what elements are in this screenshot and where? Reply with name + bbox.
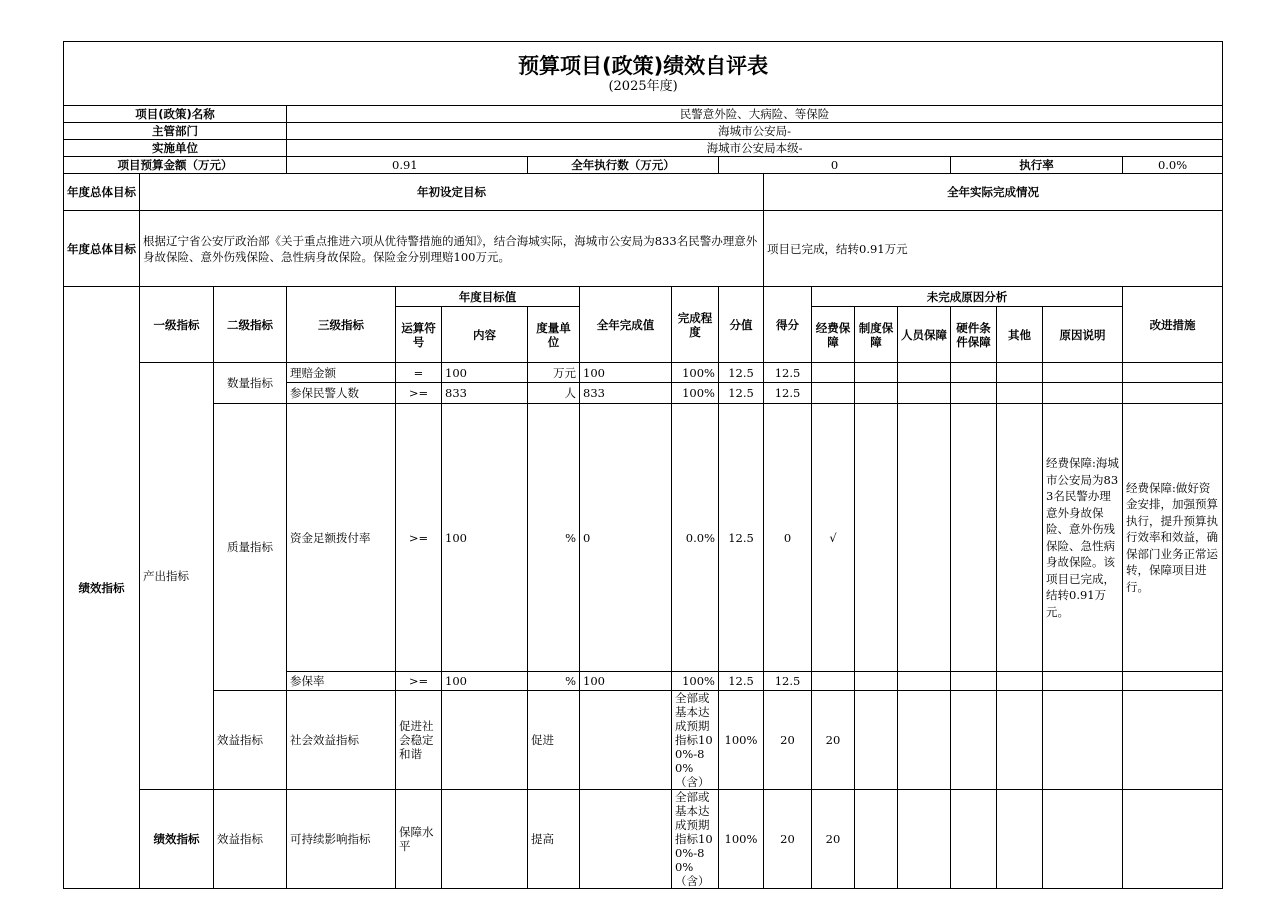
indicator-name: 理赔金额 bbox=[287, 363, 396, 383]
reason-description: 经费保障:海城市公安局为833名民警办理意外身故保险、意外伤残保险、急性病身故保险。该项目已完成，结转0.91万元。 bbox=[1043, 404, 1123, 672]
budget-label: 项目预算金额（万元） bbox=[64, 157, 287, 174]
hdr-actual: 全年完成值 bbox=[580, 287, 672, 363]
indicator-content: 100 bbox=[442, 404, 528, 672]
indicator-name: 参保率 bbox=[287, 672, 396, 691]
table-row bbox=[64, 363, 1223, 383]
page-year: (2025年度) bbox=[608, 78, 678, 94]
indicator-value: 20 bbox=[764, 691, 812, 790]
goal-actual-header: 全年实际完成情况 bbox=[764, 174, 1223, 211]
improvement-measures: 经费保障:做好资金安排，加强预算执行，提升预算执行效率和效益，确保部门业务正常运转，保障项目进行。 bbox=[1123, 404, 1223, 672]
indicator-unit: 人 bbox=[528, 383, 580, 404]
indicator-completion: 100% bbox=[672, 363, 719, 383]
perf-label: 绩效指标 bbox=[64, 287, 140, 889]
indicator-score: 12.5 bbox=[764, 383, 812, 404]
table-row bbox=[64, 404, 1223, 672]
indicator-op: >= bbox=[396, 404, 442, 672]
benefit-indicator: 效益指标 bbox=[214, 691, 287, 790]
hdr-r-system: 制度保障 bbox=[855, 307, 898, 363]
dept-label: 主管部门 bbox=[64, 123, 287, 140]
indicator-actual: 833 bbox=[580, 383, 672, 404]
funding-check-mark: √ bbox=[812, 404, 855, 672]
indicator-score: 0 bbox=[764, 404, 812, 672]
hdr-content: 内容 bbox=[442, 307, 528, 363]
hdr-level2: 二级指标 bbox=[214, 287, 287, 363]
hdr-r-staff: 人员保障 bbox=[898, 307, 951, 363]
project-name-label: 项目(政策)名称 bbox=[64, 106, 287, 123]
indicator-completion: 100% bbox=[719, 790, 764, 889]
indicator-actual: 全部或基本达成预期指标100%-80%（含） bbox=[672, 790, 719, 889]
indicator-actual: 全部或基本达成预期指标100%-80%（含） bbox=[672, 691, 719, 790]
self-evaluation-sheet bbox=[63, 41, 1222, 889]
indicator-value: 12.5 bbox=[719, 404, 764, 672]
exec-value: 0 bbox=[719, 157, 951, 174]
indicator-name: 保障水平 bbox=[396, 790, 442, 889]
dept-value: 海城市公安局- bbox=[287, 123, 1223, 140]
indicator-completion: 0.0% bbox=[672, 404, 719, 672]
goal-label: 年度总体目标 bbox=[64, 211, 140, 287]
indicator-name: 促进社会稳定和谐 bbox=[396, 691, 442, 790]
exec-label: 全年执行数（万元） bbox=[528, 157, 719, 174]
unit-value: 海城市公安局本级- bbox=[287, 140, 1223, 157]
title-cell bbox=[64, 42, 1223, 106]
indicator-content: 833 bbox=[442, 383, 528, 404]
indicator-completion: 100% bbox=[672, 383, 719, 404]
goal-set-text: 根据辽宁省公安厅政治部《关于重点推进六项从优待警措施的通知》，结合海城实际，海城市公安局为833名民警办理意外身故保险、意外伤残保险、急性病身故保险。保险金分别理赔100万元。 bbox=[140, 211, 764, 287]
indicator-content: 100 bbox=[442, 363, 528, 383]
indicator-completion: 100% bbox=[719, 691, 764, 790]
indicator-content: 促进 bbox=[528, 691, 580, 790]
indicator-score: 20 bbox=[812, 691, 855, 790]
hdr-r-funding: 经费保障 bbox=[812, 307, 855, 363]
budget-value: 0.91 bbox=[287, 157, 528, 174]
table-row bbox=[64, 691, 1223, 790]
hdr-r-hardware: 硬件条件保障 bbox=[951, 307, 997, 363]
indicator-name: 资金足额拨付率 bbox=[287, 404, 396, 672]
indicator-value: 20 bbox=[764, 790, 812, 889]
table-row bbox=[64, 790, 1223, 889]
indicator-score: 12.5 bbox=[764, 363, 812, 383]
page-title: 预算项目(政策)绩效自评表 bbox=[517, 53, 769, 78]
indicator-unit: % bbox=[528, 672, 580, 691]
indicator-content: 100 bbox=[442, 672, 528, 691]
indicator-value: 12.5 bbox=[719, 363, 764, 383]
indicator-value: 12.5 bbox=[719, 672, 764, 691]
rate-value: 0.0% bbox=[1123, 157, 1223, 174]
indicator-unit: 万元 bbox=[528, 363, 580, 383]
hdr-level1: 一级指标 bbox=[140, 287, 214, 363]
quantity-indicator: 数量指标 bbox=[214, 363, 287, 404]
goal-label-top: 年度总体目标 bbox=[64, 174, 140, 211]
goal-actual-text: 项目已完成，结转0.91万元 bbox=[764, 211, 1223, 287]
hdr-r-desc: 原因说明 bbox=[1043, 307, 1123, 363]
quality-indicator: 质量指标 bbox=[214, 404, 287, 691]
indicator-actual: 100 bbox=[580, 672, 672, 691]
indicator-name: 参保民警人数 bbox=[287, 383, 396, 404]
hdr-reason-group: 未完成原因分析 bbox=[812, 287, 1123, 307]
benefit-indicator: 效益指标 bbox=[214, 790, 287, 889]
indicator-op: >= bbox=[396, 672, 442, 691]
hdr-completion: 完成程度 bbox=[672, 287, 719, 363]
goal-set-header: 年初设定目标 bbox=[140, 174, 764, 211]
evaluation-table bbox=[63, 41, 1223, 889]
hdr-unit: 度量单位 bbox=[528, 307, 580, 363]
indicator-op: >= bbox=[396, 383, 442, 404]
indicator-op: = bbox=[396, 363, 442, 383]
indicator-score: 20 bbox=[812, 790, 855, 889]
hdr-r-other: 其他 bbox=[997, 307, 1043, 363]
hdr-op: 运算符号 bbox=[396, 307, 442, 363]
hdr-level3: 三级指标 bbox=[287, 287, 396, 363]
hdr-improve: 改进措施 bbox=[1123, 287, 1223, 363]
indicator-actual: 100 bbox=[580, 363, 672, 383]
indicator-value: 12.5 bbox=[719, 383, 764, 404]
social-benefit-indicator: 社会效益指标 bbox=[287, 691, 396, 790]
project-name-value: 民警意外险、大病险、等保险 bbox=[287, 106, 1223, 123]
indicator-unit: % bbox=[528, 404, 580, 672]
sustain-indicator: 可持续影响指标 bbox=[287, 790, 396, 889]
unit-label: 实施单位 bbox=[64, 140, 287, 157]
perf-label-bottom: 绩效指标 bbox=[140, 790, 214, 889]
hdr-score: 得分 bbox=[764, 287, 812, 363]
indicator-score: 12.5 bbox=[764, 672, 812, 691]
hdr-target-group: 年度目标值 bbox=[396, 287, 580, 307]
hdr-score-value: 分值 bbox=[719, 287, 764, 363]
output-indicator: 产出指标 bbox=[140, 363, 214, 790]
indicator-content: 提高 bbox=[528, 790, 580, 889]
indicator-completion: 100% bbox=[672, 672, 719, 691]
indicator-actual: 0 bbox=[580, 404, 672, 672]
rate-label: 执行率 bbox=[951, 157, 1123, 174]
